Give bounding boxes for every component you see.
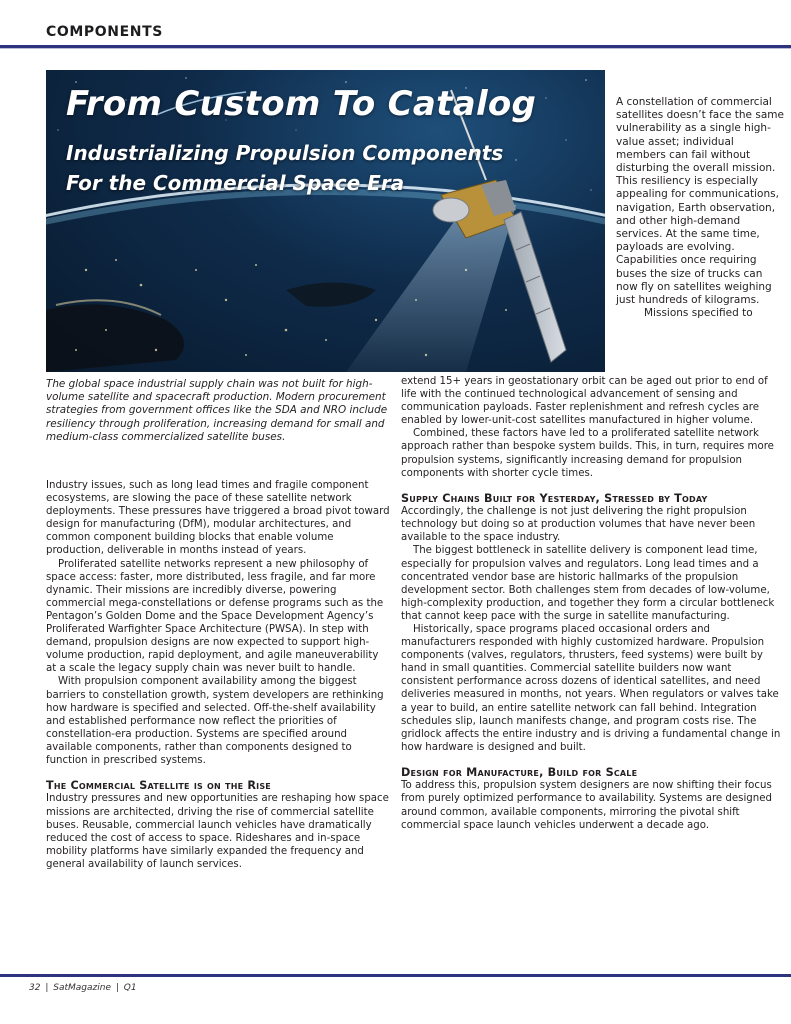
article-title: From Custom To Catalog <box>66 84 537 124</box>
paragraph: Combined, these factors have led to a proliferated satellite network approach rather than bespoke system builds. This, in turn, requires more propulsion systems, significantly increasing demand for propulsion components with shorter cycle times. <box>401 428 774 479</box>
paragraph: To address this, propulsion system designers are now shifting their focus from purely optimized performance to availability. Systems are designed around common, available components, mirroring the pivotal shift commercial space launch vehicles underwent a decade ago. <box>401 780 772 831</box>
sidebar-column <box>616 96 786 320</box>
article-subtitle-line2: For the Commercial Space Era <box>66 171 405 195</box>
paragraph: Industry pressures and new opportunities are reshaping how space missions are architected, driving the rise of commercial satellite buses. Reusable, commercial launch vehicles have dramatically reduced the cost of access to space. Rideshares and in-space mobility platforms have similarly expanded the frequency and general availability of launch services. <box>46 793 389 870</box>
paragraph: extend 15+ years in geostationary orbit can be aged out prior to end of life with the continued technological advancement of sensing and communication payloads. Faster replenishment and refresh cycles are enabled by lower-unit-cost satellites manufactured in higher volume. <box>401 376 768 427</box>
sidebar-paragraph-continued: Missions specified to <box>644 307 753 320</box>
section-label: COMPONENTS <box>46 24 163 40</box>
hero-image <box>46 70 605 372</box>
footer-rule <box>0 974 791 977</box>
footer-separator: | <box>45 983 49 993</box>
paragraph: Industry issues, such as long lead times and fragile component ecosystems, are slowing the pace of these satellite network deployments. These pressures have triggered a broad pivot toward design for manufacturing (DfM), modular architectures, and common component building blocks that enable volume production, deliverable in months instead of years. <box>46 480 390 557</box>
section-heading: Design for Manufacture, Build for Scale <box>401 765 638 779</box>
issue-label: Q1 <box>123 983 137 993</box>
paragraph: With propulsion component availability among the biggest barriers to constellation growth, system developers are rethinking how hardware is specified and selected. Off-the-shelf availability and established performance now reflect the priorities of constellation-era production. Systems are specified around available components, rather than components designed to function in prescribed systems. <box>46 676 384 766</box>
article-subtitle-line1: Industrializing Propulsion Components <box>66 141 504 165</box>
header-rule-shadow <box>0 48 791 49</box>
footer-separator: | <box>115 983 119 993</box>
paragraph: The biggest bottleneck in satellite delivery is component lead time, especially for propulsion valves and regulators. Long lead times and a concentrated vendor base are historic hallmarks of the propulsion development sector. Both challenges stem from decades of low-volume, high-complexity production, and together they form a circular bottleneck that cannot keep pace with the surge in satellite manufacturing. <box>401 545 775 622</box>
section-heading: Supply Chains Built for Yesterday, Stressed by Today <box>401 491 708 505</box>
page-number: 32 <box>29 983 41 993</box>
paragraph: Proliferated satellite networks represent a new philosophy of space access: faster, more distributed, less fragile, and far more dynamic. Their missions are incredibly diverse, powering commercial mega-constellations or defense programs such as the Pentagon’s Golden Dome and the Space Development Agency’s Proliferated Warfighter Space Architecture (PWSA). In step with demand, propulsion designs are now expected to support high-volume production, rapid deployment, and agile maneuverability at a scale the legacy supply chain was never built to handle. <box>46 558 384 675</box>
column-right <box>401 375 786 832</box>
page-footer <box>28 983 138 993</box>
article-lead: The global space industrial supply chain was not built for high-volume satellite and spacecraft production. Modern procurement strategies from government offices like the SDA and NRO include resiliency through proliferation, increasing demand for small and medium-class commercialized satellite buses. <box>46 378 388 443</box>
sidebar-paragraph: A constellation of commercial satellites doesn’t face the same vulnerability as a single high-value asset; individual members can fail without disturbing the overall mission. This resiliency is especially appealing for communications, navigation, Earth observation, and other high-demand services. At the same time, payloads are evolving. Capabilities once requiring buses the size of trucks can now fly on satellites weighing just hundreds of kilograms. <box>616 96 784 307</box>
paragraph: Historically, space programs placed occasional orders and manufacturers responded with highly customized hardware. Propulsion components (valves, regulators, thrusters, feed systems) were built by hand in small quantities. Commercial satellite builders now want consistent performance across dozens of identical satellites, and need deliveries measured in months, not years. When regulators or valves take a year to build, an entire satellite network can fall behind. Integration schedules slip, launch manifests change, and program costs rise. The gridlock affects the entire industry and is driving a fundamental change in how hardware is designed and built. <box>401 624 781 753</box>
column-left <box>46 479 391 871</box>
section-heading: The Commercial Satellite is on the Rise <box>46 779 271 793</box>
magazine-name: SatMagazine <box>53 983 111 993</box>
paragraph: Accordingly, the challenge is not just delivering the right propulsion technology but doing so at production volumes that have never been available to the space industry. <box>401 506 756 544</box>
